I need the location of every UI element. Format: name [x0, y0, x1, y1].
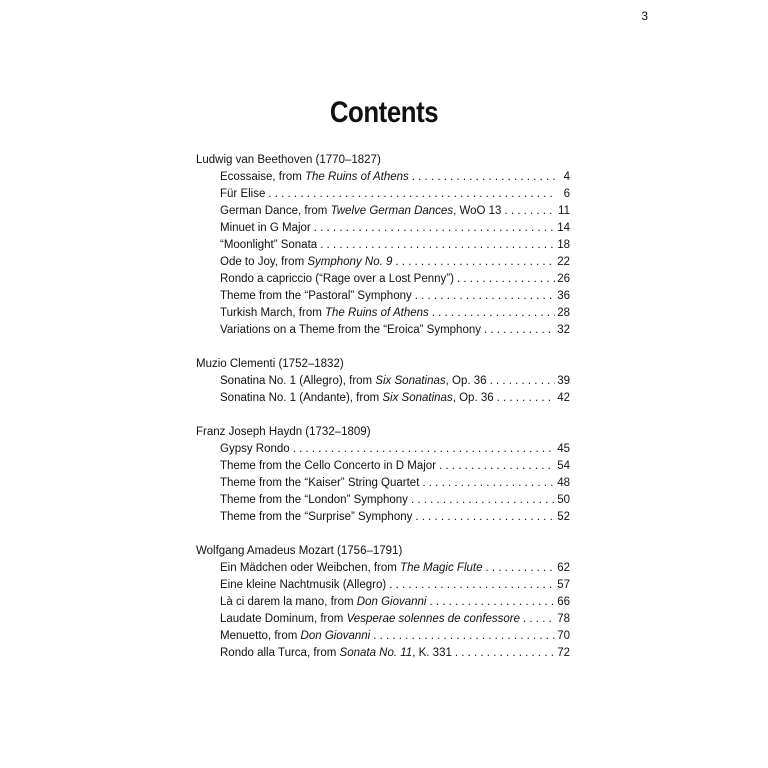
entry-title: [220, 390, 494, 407]
entry-page-number: 45: [557, 443, 570, 455]
table-of-contents: [196, 152, 570, 679]
dot-leader: [268, 186, 555, 203]
entry-title: [220, 237, 317, 254]
entry-title: [220, 169, 409, 186]
entry-page-number: 57: [557, 579, 570, 591]
entry-list: [196, 560, 570, 662]
entry-title-italic: The Ruins of Athens: [305, 171, 409, 183]
entry-title-text: Minuet in G Major: [220, 222, 311, 234]
entry-page-number: 48: [557, 477, 570, 489]
entry-title-text: Là ci darem la mano, from: [220, 596, 357, 608]
dot-leader: [415, 509, 555, 526]
dot-leader: [411, 492, 555, 509]
entry-title: [220, 271, 454, 288]
toc-entry[interactable]: [196, 594, 570, 611]
dot-leader: [373, 628, 555, 645]
toc-entry[interactable]: [196, 237, 570, 254]
entry-title-italic: Don Giovanni: [300, 630, 371, 642]
entry-title: [220, 577, 386, 594]
dot-leader: [415, 288, 555, 305]
entry-title-text: Theme from the “Pastoral” Symphony: [220, 290, 412, 302]
dot-leader: [293, 441, 555, 458]
entry-page-number: 14: [557, 222, 570, 234]
entry-title-italic: Don Giovanni: [356, 596, 427, 608]
entry-page-number: 6: [563, 188, 570, 200]
entry-page-number: 78: [557, 613, 570, 625]
entry-list: [196, 373, 570, 407]
toc-entry[interactable]: [196, 441, 570, 458]
entry-title: [220, 305, 429, 322]
entry-page-number: 11: [558, 205, 570, 217]
entry-title-text: Eine kleine Nachtmusik (Allegro): [220, 579, 387, 591]
entry-title-text: Theme from the Cello Concerto in D Major: [220, 460, 437, 472]
entry-title-suffix: , K. 331: [412, 647, 452, 659]
entry-page-number: 36: [557, 290, 570, 302]
entry-title-text: Ecossaise, from: [220, 171, 305, 183]
entry-title: [220, 288, 412, 305]
entry-page-number: 22: [557, 256, 570, 268]
entry-title-italic: Symphony No. 9: [307, 256, 393, 268]
entry-title-text: Turkish March, from: [220, 307, 326, 319]
entry-title: [220, 220, 311, 237]
entry-title-text: Sonatina No. 1 (Allegro), from: [220, 375, 376, 387]
dot-leader: [523, 611, 555, 628]
composer-heading: Muzio Clementi (1752–1832): [196, 358, 344, 370]
dot-leader: [429, 594, 555, 611]
entry-title-suffix: , Op. 36: [452, 392, 494, 404]
entry-title: [220, 560, 483, 577]
entry-title: [220, 594, 426, 611]
dot-leader: [497, 390, 555, 407]
entry-title-text: Sonatina No. 1 (Andante), from: [220, 392, 383, 404]
entry-list: [196, 441, 570, 526]
toc-entry[interactable]: [196, 220, 570, 237]
toc-entry[interactable]: [196, 305, 570, 322]
entry-title-italic: The Magic Flute: [400, 562, 483, 574]
entry-title-text: Variations on a Theme from the “Eroica” Symphony: [220, 324, 481, 336]
entry-title-text: Für Elise: [220, 188, 266, 200]
entry-title-text: Theme from the “Kaiser” String Quartet: [220, 477, 420, 489]
toc-entry[interactable]: [196, 628, 570, 645]
entry-title-text: German Dance, from: [220, 205, 331, 217]
entry-page-number: 70: [557, 630, 570, 642]
dot-leader: [389, 577, 555, 594]
entry-title: [220, 611, 520, 628]
toc-entry[interactable]: [196, 254, 570, 271]
dot-leader: [320, 237, 555, 254]
entry-title: [220, 186, 265, 203]
toc-entry[interactable]: [196, 492, 570, 509]
toc-entry[interactable]: [196, 475, 570, 492]
entry-title-text: Ein Mädchen oder Weibchen, from: [220, 562, 401, 574]
entry-page-number: 42: [557, 392, 570, 404]
entry-page-number: 72: [557, 647, 570, 659]
toc-entry[interactable]: [196, 560, 570, 577]
entry-title: [220, 628, 370, 645]
entry-page-number: 39: [557, 375, 570, 387]
entry-title-italic: Twelve German Dances: [330, 205, 454, 217]
dot-leader: [486, 560, 556, 577]
toc-entry[interactable]: [196, 645, 570, 662]
entry-page-number: 52: [557, 511, 570, 523]
toc-entry[interactable]: [196, 577, 570, 594]
toc-entry[interactable]: [196, 458, 570, 475]
entry-title-italic: Sonata No. 11: [339, 647, 413, 659]
entry-title: [220, 645, 452, 662]
entry-title-text: Theme from the “London” Symphony: [220, 494, 408, 506]
entry-page-number: 4: [563, 171, 570, 183]
entry-page-number: 66: [557, 596, 570, 608]
toc-entry[interactable]: [196, 271, 570, 288]
entry-title-suffix: , Op. 36: [445, 375, 487, 387]
toc-entry[interactable]: [196, 390, 570, 407]
toc-entry[interactable]: [196, 373, 570, 390]
entry-title: [220, 373, 487, 390]
entry-title-italic: The Ruins of Athens: [325, 307, 429, 319]
dot-leader: [490, 373, 555, 390]
entry-title: [220, 475, 419, 492]
entry-title-italic: Six Sonatinas: [375, 375, 446, 387]
toc-entry[interactable]: [196, 611, 570, 628]
entry-page-number: 28: [557, 307, 570, 319]
composer-heading: Franz Joseph Haydn (1732–1809): [196, 426, 371, 438]
page-number: 3: [641, 9, 648, 23]
entry-title: [220, 322, 481, 339]
dot-leader: [504, 203, 555, 220]
entry-title-text: Gypsy Rondo: [220, 443, 290, 455]
toc-entry[interactable]: [196, 203, 570, 220]
page-title: Contents: [329, 96, 439, 129]
entry-title: [220, 203, 501, 220]
entry-page-number: 62: [557, 562, 570, 574]
entry-page-number: 54: [557, 460, 570, 472]
entry-list: [196, 169, 570, 339]
entry-title-italic: Six Sonatinas: [382, 392, 453, 404]
composer-heading: Wolfgang Amadeus Mozart (1756–1791): [196, 545, 403, 557]
entry-title-text: Rondo alla Turca, from: [220, 647, 340, 659]
toc-entry[interactable]: [196, 288, 570, 305]
entry-title-suffix: , WoO 13: [453, 205, 502, 217]
entry-title-italic: Vesperae solennes de confessore: [346, 613, 521, 625]
entry-page-number: 32: [557, 324, 570, 336]
entry-title-text: Rondo a capriccio (“Rage over a Lost Penny”): [220, 273, 454, 285]
entry-title: [220, 254, 392, 271]
dot-leader: [395, 254, 555, 271]
entry-page-number: 50: [557, 494, 570, 506]
entry-title-text: Laudate Dominum, from: [220, 613, 347, 625]
entry-title-text: “Moonlight” Sonata: [220, 239, 318, 251]
toc-entry[interactable]: [196, 322, 570, 339]
toc-entry[interactable]: [196, 169, 570, 186]
entry-title: [220, 441, 290, 458]
dot-leader: [455, 645, 555, 662]
entry-title: [220, 458, 436, 475]
dot-leader: [422, 475, 555, 492]
entry-title: [220, 492, 408, 509]
entry-title-text: Theme from the “Surprise” Symphony: [220, 511, 413, 523]
dot-leader: [432, 305, 555, 322]
dot-leader: [484, 322, 555, 339]
entry-page-number: 18: [557, 239, 570, 251]
toc-entry[interactable]: [196, 509, 570, 526]
entry-title-text: Menuetto, from: [220, 630, 301, 642]
dot-leader: [412, 169, 555, 186]
composer-heading: Ludwig van Beethoven (1770–1827): [196, 154, 381, 166]
entry-page-number: 26: [557, 273, 570, 285]
entry-title-text: Ode to Joy, from: [220, 256, 308, 268]
dot-leader: [457, 271, 555, 288]
dot-leader: [314, 220, 555, 237]
toc-entry[interactable]: [196, 186, 570, 203]
entry-title: [220, 509, 412, 526]
dot-leader: [439, 458, 555, 475]
